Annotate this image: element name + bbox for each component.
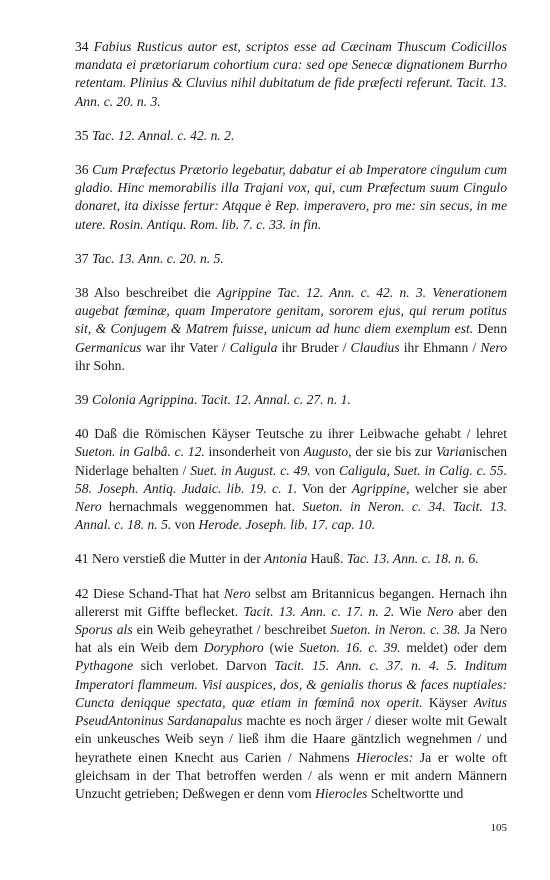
footnote-italic-text: Sueton. in Galbâ. c. 12. bbox=[75, 444, 205, 460]
footnote-italic-text: Augusto, bbox=[303, 444, 352, 460]
footnote-italic-text: Sueton. in Neron. c. 38. bbox=[330, 622, 461, 638]
footnote-italic-text: Fabius Rusticus autor est, scriptos esse ad Cæcinam Thuscum Codicillos mandata ei prætoriarum cohortium cura: sed ope Senecæ dignationem Burrho retentam. Plinius & Cluvius nihil dubitatum de fide præfecti referunt. Tacit. 13. Ann. c. 20. n. 3. bbox=[75, 39, 507, 109]
footnote-text: 36 bbox=[75, 162, 93, 178]
footnote-italic-text: Nero bbox=[75, 499, 102, 515]
footnote-italic-text: Sueton. 16. c. 39. bbox=[299, 640, 401, 656]
footnote-italic-text: Caligula bbox=[229, 339, 278, 355]
footnote-text: (wie bbox=[263, 640, 300, 656]
footnote bbox=[75, 250, 507, 268]
footnote-italic-text: Varia bbox=[436, 444, 466, 460]
footnote-italic-text: Tac. 13. Ann. c. 20. n. 5. bbox=[92, 250, 224, 266]
footnote-text: meldet) oder dem bbox=[400, 640, 508, 656]
footnote-italic-text: Nero bbox=[480, 339, 507, 355]
footnote-italic-text: Herode. Joseph. lib. 17. cap. 10. bbox=[198, 517, 376, 533]
footnote bbox=[75, 161, 507, 234]
footnote-italic-text: Hierocles: bbox=[356, 749, 414, 765]
footnote-text: 42 Diese Schand-That hat bbox=[75, 585, 224, 601]
footnote-text: 40 Daß die Römischen Käyser Teutsche zu ihrer Leibwache gehabt / lehret bbox=[75, 426, 507, 442]
footnote-text: Ja Nero hat als ein Weib dem bbox=[75, 622, 507, 656]
footnote-text: Wie bbox=[394, 603, 427, 619]
footnote-text: insonderheit von bbox=[204, 444, 304, 460]
footnote-text: war ihr Vater / bbox=[141, 339, 230, 355]
footnote bbox=[75, 425, 507, 534]
footnote-text: 35 bbox=[75, 127, 92, 143]
footnote-text: machte es noch ärger / dieser wolte mit Gewalt ein unkeusches Weib seyn / ließ ihm die Haare gäntzlich wegnehmen / und heyrathete einen Knecht aus Carien / Nahmens bbox=[75, 713, 507, 765]
footnote-text: 34 bbox=[75, 39, 94, 54]
footnote-text: sich verlobet. Darvon bbox=[133, 658, 275, 674]
footnote-text: Denn bbox=[473, 321, 507, 337]
footnote-text: Scheltwortte und bbox=[367, 785, 464, 801]
footnote-italic-text: Nero bbox=[426, 603, 454, 619]
footnote bbox=[75, 391, 507, 409]
footnote-text: 37 bbox=[75, 250, 92, 266]
footnote-italic-text: Tacit. 13. Ann. c. 17. n. 2. bbox=[243, 603, 395, 619]
footnote-italic-text: Germanicus bbox=[75, 339, 142, 355]
footnote-text: ihr Sohn. bbox=[75, 357, 125, 373]
footnote-text: Von der bbox=[297, 480, 352, 496]
footnote-italic-text: Claudius bbox=[350, 339, 400, 355]
footnote-italic-text: Agrippine, bbox=[351, 480, 410, 496]
footnote-text: selbst am Britannicus begangen. Hernach ihn allererst mit Giffte beflecket. bbox=[75, 585, 508, 619]
footnote-italic-text: Nero bbox=[223, 585, 251, 601]
footnote-italic-text: Sporus als bbox=[75, 622, 133, 638]
footnote-italic-text: Hierocles bbox=[315, 785, 368, 801]
footnote-text: Hauß. bbox=[307, 551, 347, 567]
footnote-text: 39 bbox=[75, 392, 92, 408]
footnote-italic-text: Suet. in August. c. 49. bbox=[190, 462, 311, 478]
footnote-text: ein Weib geheyrathet / beschreibet bbox=[132, 622, 331, 638]
footnote bbox=[75, 585, 507, 803]
footnote-text: hernachmals weggenommen hat. bbox=[101, 499, 303, 515]
footnote-text: ihr Bruder / bbox=[277, 339, 351, 355]
footnote-italic-text: Agrippine Tac. 12. Ann. c. 42. n. 3. Venerationem augebat fœminæ, quam Imperatore genitam, sororem ejus, qui rerum potitus sit, & Conjugem & Matrem fuisse, unicum ad hunc diem exemplum est. bbox=[75, 285, 508, 337]
footnote-text: 38 Also beschreibet die bbox=[75, 285, 217, 301]
footnote bbox=[75, 38, 507, 111]
footnote bbox=[75, 284, 507, 375]
footnote-text: ihr Ehmann / bbox=[399, 339, 481, 355]
footnote-text: Ja er wolte oft gleichsam in der That betroffen werden / als wenn er mit andern Männern Unzucht getrieben; Deßwegen er denn vom bbox=[75, 749, 508, 801]
footnote-italic-text: Antonia bbox=[264, 551, 308, 567]
footnotes-column bbox=[75, 38, 507, 803]
footnote-italic-text: Caligula, Suet. in Calig. c. 55. 58. Joseph. Antiq. Judaic. lib. 19. c. 1. bbox=[75, 462, 508, 496]
page-number: 105 bbox=[490, 822, 507, 834]
footnote-text: Käyser bbox=[422, 694, 474, 710]
footnote-text: welcher sie aber bbox=[409, 480, 507, 496]
footnote-italic-text: Doryphoro bbox=[203, 640, 264, 656]
footnote-text: von bbox=[171, 517, 199, 533]
footnote bbox=[75, 550, 507, 568]
footnote-text: nischen Niderlage behalten / bbox=[75, 444, 508, 478]
footnote-text: aber den bbox=[453, 603, 508, 619]
footnote-italic-text: Colonia Agrippina. Tacit. 12. Annal. c. 27. n. 1. bbox=[92, 392, 351, 408]
footnote-italic-text: Pythagone bbox=[75, 658, 134, 674]
footnote-italic-text: Cum Præfectus Prætorio legebatur, dabatur ei ab Imperatore cingulum cum gladio. Hinc memorabilis illa Trajani vox, qui, cum Præfectum suum Cingulo donaret, ita dixisse fertur: Atqque è Rep. imperavero, pro me: sin secus, in me utere. Rosin. Antiqu. Rom. lib. 7. c. 33. in fin. bbox=[75, 162, 507, 232]
footnote-italic-text: Sueton. in Neron. c. 34. Tacit. 13. Annal. c. 18. n. 5. bbox=[75, 499, 508, 533]
footnote-text: von bbox=[310, 462, 339, 478]
footnote-italic-text: Tac. 13. Ann. c. 18. n. 6. bbox=[346, 551, 479, 567]
footnote-italic-text: Tac. 12. Annal. c. 42. n. 2. bbox=[92, 127, 235, 143]
footnote-text: 41 Nero verstieß die Mutter in der bbox=[75, 551, 265, 567]
footnote-italic-text: Tacit. 15. Ann. c. 37. n. 4. 5. Inditum Imperatori flammeum. Visi auspices, dos, & genialis thorus & faces nuptiales: Cuncta deniqque spectata, quæ etiam in fœminâ nox operit. bbox=[75, 658, 508, 710]
footnote-text: der sie bis zur bbox=[351, 444, 437, 460]
footnote-italic-text: Avitus PseudAntoninus Sardanapalus bbox=[75, 694, 507, 729]
footnote bbox=[75, 127, 507, 145]
